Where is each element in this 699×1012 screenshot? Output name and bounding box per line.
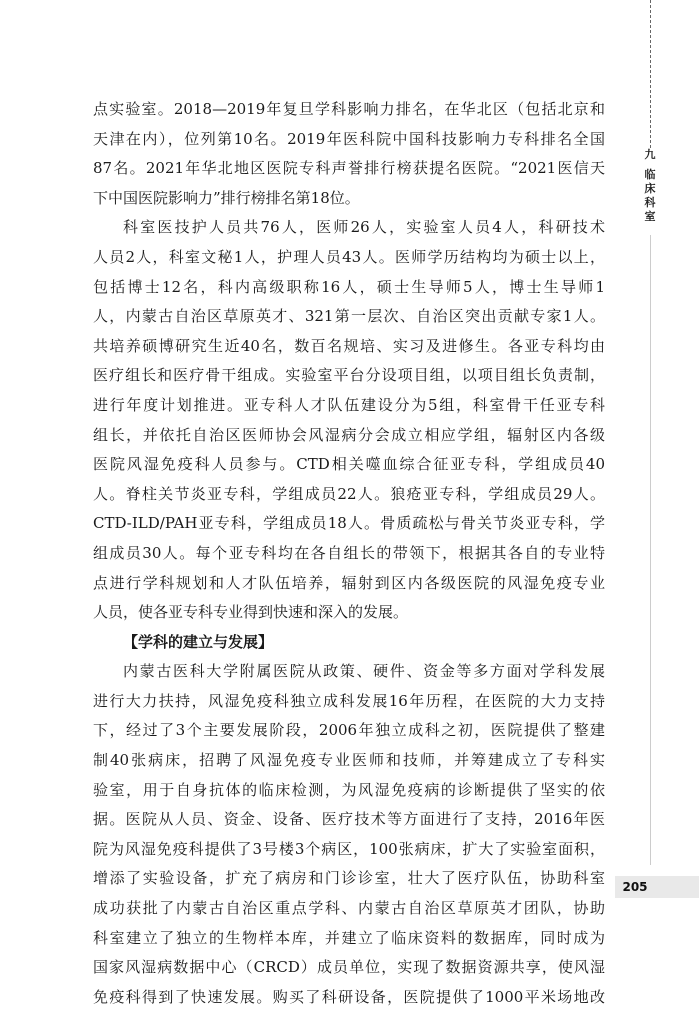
text-line: 医院风湿免疫科人员参与。CTD相关噬血综合征亚专科，学组成员40 xyxy=(93,455,605,474)
text-line: 包括博士12名，科内高级职称16人，硕士生导师5人，博士生导师1 xyxy=(93,277,605,296)
chapter-side-tab xyxy=(641,148,659,224)
margin-rule xyxy=(650,235,651,865)
text-line: 内蒙古医科大学附属医院从政策、硬件、资金等多方面对学科发展 xyxy=(123,662,605,681)
text-line: 免疫科得到了快速发展。购买了科研设备，医院提供了1000平米场地改 xyxy=(93,987,605,1006)
text-line: 天津在内），位列第10名。2019年医科院中国科技影响力专科排名全国 xyxy=(93,129,605,148)
section-heading: 【学科的建立与发展】 xyxy=(123,632,274,651)
text-line: 科室医技护人员共76人，医师26人，实验室人员4人，科研技术 xyxy=(123,218,605,237)
text-line: 组长，并依托自治区医师协会风湿病分会成立相应学组，辐射区内各级 xyxy=(93,425,605,444)
text-line: 验室，用于自身抗体的临床检测，为风湿免疫病的诊断提供了坚实的依 xyxy=(93,780,605,799)
text-line: 国家风湿病数据中心（CRCD）成员单位，实现了数据资源共享，使风湿 xyxy=(93,958,605,977)
text-line: 院为风湿免疫科提供了3号楼3个病区，100张病床，扩大了实验室面积， xyxy=(93,839,605,858)
text-line: 进行年度计划推进。亚专科人才队伍建设分为5组，科室骨干任亚专科 xyxy=(93,395,605,414)
text-line: 点实验室。2018—2019年复旦学科影响力排名，在华北区（包括北京和 xyxy=(93,100,605,118)
chapter-title-char: 临 xyxy=(644,168,656,181)
text-line: 据。医院从人员、资金、设备、医疗技术等方面进行了支持，2016年医 xyxy=(93,810,605,829)
text-line: 下中国医院影响力”排行榜排名第18位。 xyxy=(93,188,360,207)
page-number: 205 xyxy=(622,880,648,894)
chapter-number: 九 xyxy=(644,148,656,161)
text-line: 制40张病床，招聘了风湿免疫专业医师和技师，并筹建成立了专科实 xyxy=(93,751,605,770)
text-line: 医疗组长和医疗骨干组成。实验室平台分设项目组，以项目组长负责制， xyxy=(93,366,605,385)
text-line: 成功获批了内蒙古自治区重点学科、内蒙古自治区草原英才团队，协助 xyxy=(93,899,605,918)
text-line: 人员2人，科室文秘1人，护理人员43人。医师学历结构均为硕士以上， xyxy=(93,247,605,266)
chapter-title-char: 室 xyxy=(644,210,656,223)
text-line: 下，经过了3个主要发展阶段，2006年独立成科之初，医院提供了整建 xyxy=(93,721,605,740)
text-line: 共培养硕博研究生近40名，数百名规培、实习及进修生。各亚专科均由 xyxy=(93,336,605,355)
text-line: 科室建立了独立的生物样本库，并建立了临床资料的数据库，同时成为 xyxy=(93,928,605,947)
chapter-title-char: 科 xyxy=(644,196,656,209)
margin-dashed-rule xyxy=(650,0,651,148)
text-line: 人员，使各亚专科专业得到快速和深入的发展。 xyxy=(93,603,409,622)
chapter-title-char: 床 xyxy=(644,182,656,195)
text-line: 人。脊柱关节炎亚专科，学组成员22人。狼疮亚专科，学组成员29人。 xyxy=(93,484,605,503)
text-line: 增添了实验设备，扩充了病房和门诊诊室，壮大了医疗队伍，协助科室 xyxy=(93,869,605,888)
body-text xyxy=(93,95,605,1012)
text-line: CTD-ILD/PAH亚专科，学组成员18人。骨质疏松与骨关节炎亚专科，学 xyxy=(93,514,605,533)
text-line: 87名。2021年华北地区医院专科声誉排行榜获提名医院。“2021医信天 xyxy=(93,159,605,178)
text-line: 进行大力扶持，风湿免疫科独立成科发展16年历程，在医院的大力支持 xyxy=(93,691,605,710)
text-line: 人，内蒙古自治区草原英才、321第一层次、自治区突出贡献专家1人。 xyxy=(93,307,605,326)
text-line: 组成员30人。每个亚专科均在各自组长的带领下，根据其各自的专业特 xyxy=(93,543,605,562)
text-line: 点进行学科规划和人才队伍培养，辐射到区内各级医院的风湿免疫专业 xyxy=(93,573,605,592)
